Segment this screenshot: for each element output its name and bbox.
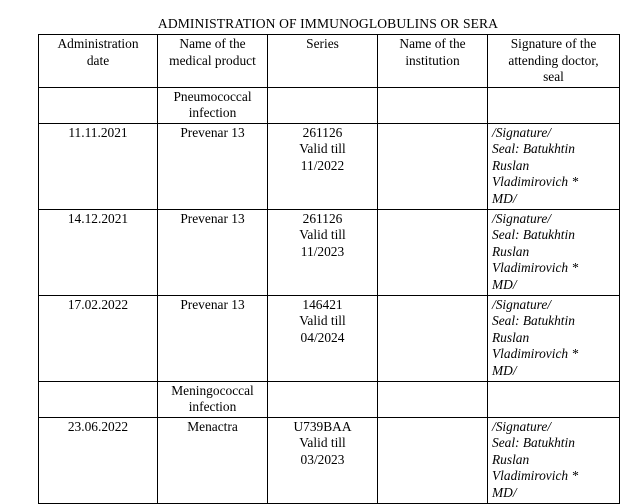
table-cell [488, 381, 620, 417]
product-cell: Prevenar 13 [158, 123, 268, 209]
series-cell: U739BAA Valid till 03/2023 [268, 417, 378, 503]
table-row [39, 295, 620, 381]
institution-cell [378, 417, 488, 503]
table-cell [378, 381, 488, 417]
document-title: ADMINISTRATION OF IMMUNOGLOBULINS OR SERA [157, 16, 499, 31]
date-cell: 23.06.2022 [39, 417, 158, 503]
immunization-table [38, 34, 620, 504]
institution-cell [378, 295, 488, 381]
signature-cell: /Signature/ Seal: Batukhtin Ruslan Vladimirovich * MD/ [488, 123, 620, 209]
header-product: Name of the medical product [158, 35, 268, 88]
institution-cell [378, 123, 488, 209]
table-cell [268, 381, 378, 417]
table-row [39, 209, 620, 295]
table-cell [39, 87, 158, 123]
header-series: Series [268, 35, 378, 88]
table-row [39, 123, 620, 209]
group-row-pneumococcal [39, 87, 620, 123]
table-row [39, 417, 620, 503]
header-signature: Signature of the attending doctor, seal [488, 35, 620, 88]
header-date: Administration date [39, 35, 158, 88]
date-cell: 14.12.2021 [39, 209, 158, 295]
group-label: Meningococcal infection [158, 381, 268, 417]
product-cell: Prevenar 13 [158, 295, 268, 381]
signature-cell: /Signature/ Seal: Batukhtin Ruslan Vladimirovich * MD/ [488, 295, 620, 381]
header-row [39, 35, 620, 88]
product-cell: Prevenar 13 [158, 209, 268, 295]
header-institution: Name of the institution [378, 35, 488, 88]
table-cell [378, 87, 488, 123]
product-cell: Menactra [158, 417, 268, 503]
table-cell [268, 87, 378, 123]
signature-cell: /Signature/ Seal: Batukhtin Ruslan Vladimirovich * MD/ [488, 209, 620, 295]
series-cell: 146421 Valid till 04/2024 [268, 295, 378, 381]
series-cell: 261126 Valid till 11/2022 [268, 123, 378, 209]
series-cell: 261126 Valid till 11/2023 [268, 209, 378, 295]
signature-cell: /Signature/ Seal: Batukhtin Ruslan Vladimirovich * MD/ [488, 417, 620, 503]
date-cell: 17.02.2022 [39, 295, 158, 381]
date-cell: 11.11.2021 [39, 123, 158, 209]
group-label: Pneumococcal infection [158, 87, 268, 123]
table-cell [39, 381, 158, 417]
institution-cell [378, 209, 488, 295]
group-row-meningococcal [39, 381, 620, 417]
table-cell [488, 87, 620, 123]
